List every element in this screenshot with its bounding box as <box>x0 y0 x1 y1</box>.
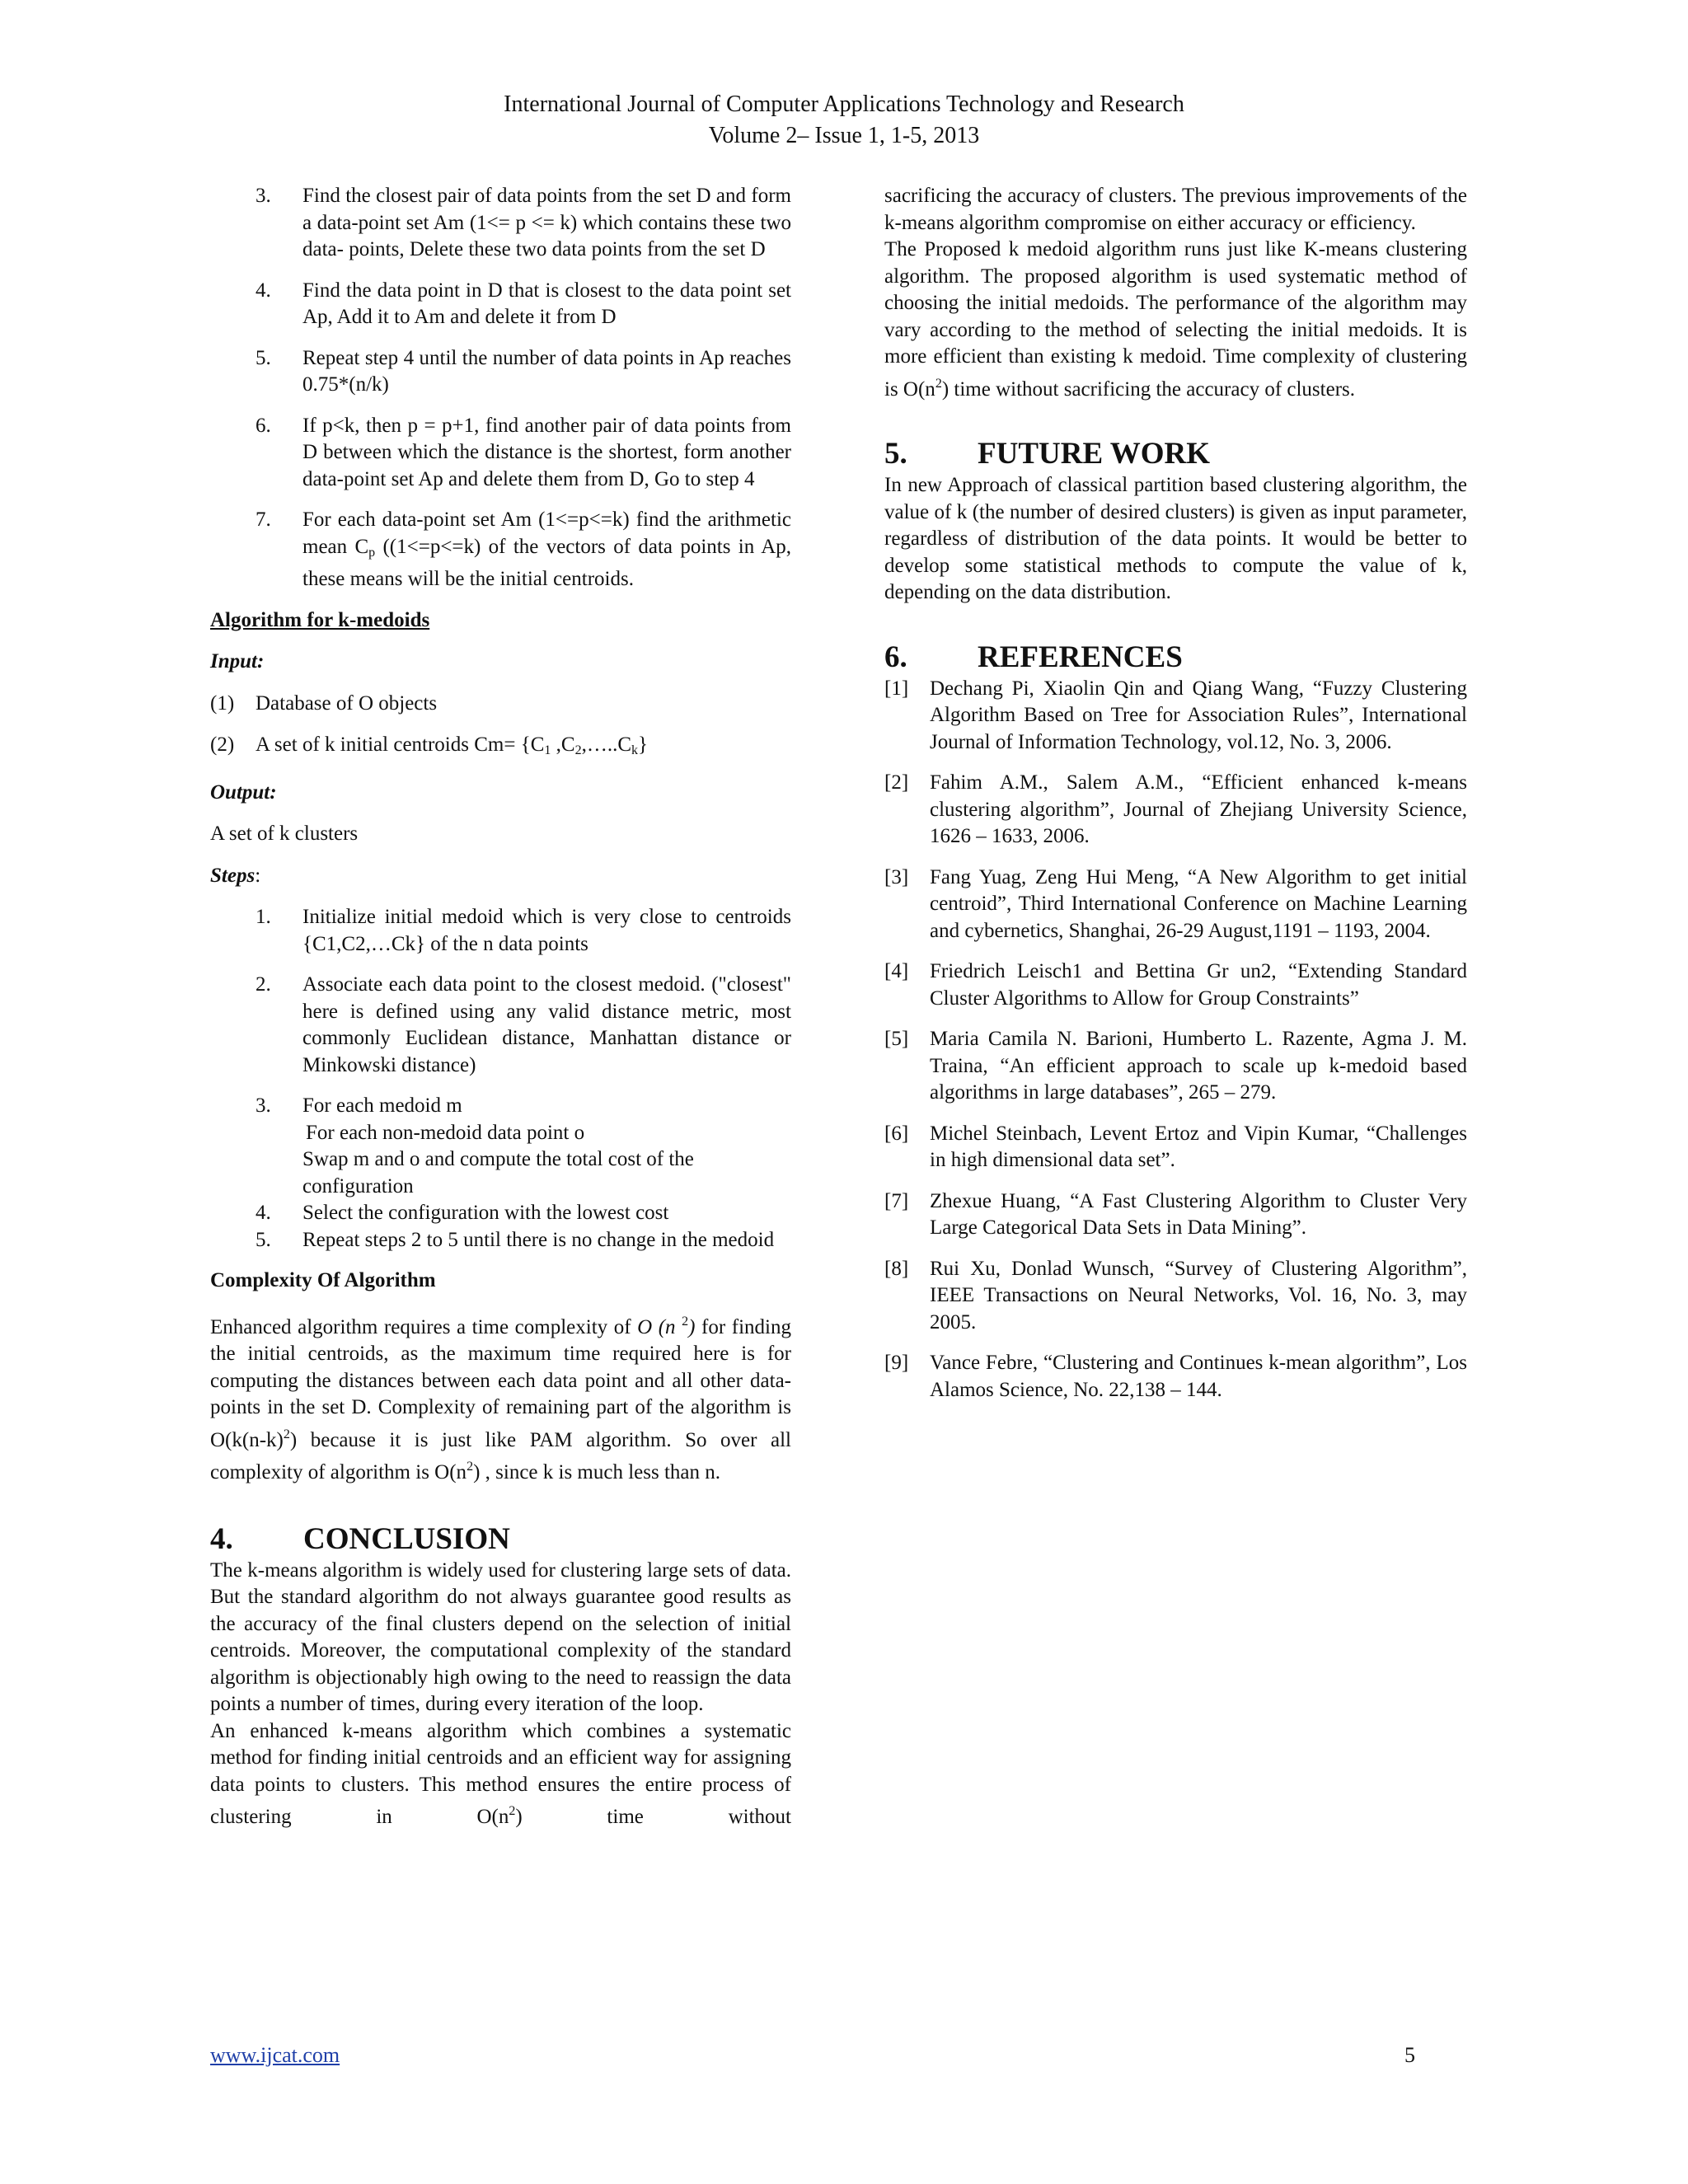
conclusion-paragraph-2 <box>210 1718 791 1831</box>
reference-text: Maria Camila N. Barioni, Humberto L. Razente, Agma J. M. Traina, “An efficient approach to scale up k-medoid based algorithms in large databases”, 265 – 279. <box>930 1028 1467 1104</box>
text-run: The Proposed k medoid algorithm runs just like K-means clustering algorithm. The proposed algorithm is used systematic method of choosing the initial medoids. The performance of the algorithm may vary according to the method of selecting the initial medoids. It is more efficient than existing k medoid. Time complexity of clustering is O(n <box>884 238 1467 401</box>
list-item <box>210 1200 791 1227</box>
step-number: 5. <box>256 346 271 369</box>
subscript: p <box>368 545 376 560</box>
reference-number: [2] <box>884 771 909 794</box>
text-run: for finding the initial centroids, as the maximum time required here is for computing the distances between each data point and all other data-points in the set D. Complexity of remaining part of the algorithm is O(k(n-k) <box>210 1315 791 1451</box>
section-title: FUTURE WORK <box>978 437 1210 471</box>
item-text: A set of k initial centroids Cm= {C <box>256 733 545 756</box>
output-label: Output: <box>210 780 277 804</box>
step-text: Find the closest pair of data points from the set D and form a data-point set Am (1<= p <= k) which contains these two data- points, Delete these two data points from the set D <box>302 185 791 260</box>
output-text: A set of k clusters <box>210 823 359 845</box>
algorithm-title: Algorithm for k-medoids <box>210 608 430 631</box>
reference-item <box>884 1121 1467 1174</box>
item-text: ,…..C <box>581 733 632 756</box>
step-number: 7. <box>256 509 271 531</box>
text-run: ) because it is just like PAM algorithm. So over all complexity of algorithm is O(n <box>210 1428 791 1483</box>
reference-number: [3] <box>884 865 909 888</box>
superscript: 2 <box>682 1314 689 1329</box>
reference-text: Fahim A.M., Salem A.M., “Efficient enhanced k-means clustering algorithm”, Journal of Zhejiang University Science, 1626 – 1633, 2006. <box>930 771 1467 847</box>
section-title: REFERENCES <box>978 640 1183 674</box>
reference-item <box>884 865 1467 945</box>
text-run: Enhanced algorithm requires a time complexity of <box>210 1315 638 1338</box>
list-item <box>210 507 791 593</box>
list-item <box>210 345 791 399</box>
reference-text: Dechang Pi, Xiaolin Qin and Qiang Wang, “Fuzzy Clustering Algorithm Based on Tree for Association Rules”, International Journal of Information Technology, vol.12, No. 3, 2006. <box>930 677 1467 753</box>
list-item <box>210 1227 791 1254</box>
complexity-title: Complexity Of Algorithm <box>210 1269 436 1291</box>
text-run: O (n <box>637 1315 682 1338</box>
list-item <box>210 413 791 494</box>
list-item <box>210 972 791 1079</box>
medoid-steps-list <box>210 904 791 1254</box>
step-text: For each non-medoid data point o <box>306 1121 585 1144</box>
list-item <box>210 691 791 718</box>
references-list <box>884 676 1467 1404</box>
reference-text: Vance Febre, “Clustering and Continues k-mean algorithm”, Los Alamos Science, No. 22,138 – 144. <box>930 1352 1467 1401</box>
subscript: 1 <box>544 743 551 757</box>
step-number: 6. <box>256 414 271 437</box>
step-text: Find the data point in D that is closest to the data point set Ap, Add it to Am and delete it from D <box>302 279 791 328</box>
continued-paragraph-1: sacrificing the accuracy of clusters. The previous improvements of the k-means algorithm compromise on either accuracy or efficiency. <box>884 185 1467 234</box>
superscript: 2 <box>509 1804 516 1818</box>
left-column <box>210 183 791 1831</box>
continued-paragraph-2 <box>884 237 1467 403</box>
superscript: 2 <box>467 1460 474 1474</box>
section-title: CONCLUSION <box>303 1521 510 1556</box>
step-text: Initialize initial medoid which is very close to centroids {C1,C2,…Ck} of the n data points <box>302 906 791 955</box>
volume-info: Volume 2– Issue 1, 1-5, 2013 <box>708 123 980 148</box>
reference-item <box>884 676 1467 757</box>
item-text: } <box>638 733 649 756</box>
reference-number: [5] <box>884 1028 909 1050</box>
reference-item <box>884 1026 1467 1107</box>
steps-label: Steps <box>210 864 256 887</box>
reference-item <box>884 1256 1467 1337</box>
reference-text: Rui Xu, Donlad Wunsch, “Survey of Clustering Algorithm”, IEEE Transactions on Neural Networks, Vol. 16, No. 3, may 2005. <box>930 1257 1467 1333</box>
reference-text: Michel Steinbach, Levent Ertoz and Vipin Kumar, “Challenges in high dimensional data set”. <box>930 1122 1467 1171</box>
step-text: Repeat step 4 until the number of data points in Ap reaches 0.75*(n/k) <box>302 346 791 396</box>
step-text: For each medoid m <box>302 1094 462 1117</box>
reference-number: [8] <box>884 1257 909 1280</box>
superscript: 2 <box>283 1427 290 1441</box>
step-number: 4. <box>256 279 271 302</box>
item-number: (2) <box>210 733 235 756</box>
text-run: ) time without sacrificing the accuracy of clusters. <box>941 377 1356 401</box>
conclusion-paragraph-1: The k-means algorithm is widely used for clustering large sets of data. But the standard algorithm do not always guarantee good results as the accuracy of the final clusters depend on the selection of initial centroids. Moreover, the computational complexity of the standard algorithm is objectionably high owing to the need to reassign the data points a number of times, during every iteration of the loop. <box>210 1558 791 1715</box>
step-number: 4. <box>256 1202 271 1224</box>
text-run: ) <box>688 1315 696 1338</box>
reference-number: [6] <box>884 1122 909 1145</box>
reference-number: [1] <box>884 677 909 700</box>
reference-item <box>884 1350 1467 1404</box>
list-item <box>210 732 791 765</box>
steps-heading <box>210 863 791 890</box>
step-text: Associate each data point to the closest medoid. ("closest" here is defined using any valid distance metric, most commonly Euclidean distance, Manhattan distance or Minkowski distance) <box>302 973 791 1076</box>
reference-item <box>884 1188 1467 1242</box>
page-number: 5 <box>1404 2043 1415 2067</box>
input-label: Input: <box>210 650 265 673</box>
reference-number: [7] <box>884 1189 909 1212</box>
item-text: Database of O objects <box>256 691 438 715</box>
section-number: 4. <box>210 1521 233 1556</box>
step-number: 3. <box>256 185 271 207</box>
step-text: Swap m and o and compute the total cost of the configuration <box>302 1148 694 1197</box>
list-item <box>210 278 791 331</box>
text-run: ) time without <box>515 1806 791 1828</box>
complexity-paragraph <box>210 1309 791 1487</box>
references-heading <box>884 640 1467 676</box>
steps-colon: : <box>255 864 261 887</box>
step-text: If p<k, then p = p+1, find another pair of data points from D between which the distance is the shortest, form another data-point set Ap and delete them from D, Go to step 4 <box>302 414 791 490</box>
future-work-paragraph: In new Approach of classical partition based clustering algorithm, the value of k (the number of desired clusters) is given as input parameter, regardless of distribution of the data points. It would be better to develop some statistical methods to compute the value of k, depending on the data distribution. <box>884 474 1467 603</box>
section-number: 6. <box>884 640 907 674</box>
conclusion-heading <box>210 1521 791 1558</box>
journal-website-link[interactable]: www.ijcat.com <box>210 2043 340 2067</box>
text-run: An enhanced k-means algorithm which combines a systematic method for finding initial centroids and an efficient way for assigning data points to clusters. This method ensures the entire process of clustering in O(n <box>210 1719 791 1828</box>
step-number: 3. <box>256 1094 271 1117</box>
reference-item <box>884 770 1467 851</box>
step-number: 1. <box>256 906 271 928</box>
reference-text: Fang Yuag, Zeng Hui Meng, “A New Algorithm to get initial centroid”, Third International Conference on Machine Learning and cybernetics, Shanghai, 26-29 August,1191 – 1193, 2004. <box>930 865 1467 942</box>
reference-number: [4] <box>884 960 909 982</box>
list-item <box>210 904 791 958</box>
step-text: For each data-point set Am (1<=p<=k) find the arithmetic mean C <box>302 509 791 558</box>
journal-title: International Journal of Computer Applications Technology and Research <box>504 91 1184 117</box>
item-text: ,C <box>551 733 575 756</box>
section-number: 5. <box>884 437 907 471</box>
input-list <box>210 691 791 765</box>
text-run: ) , since k is much less than n. <box>473 1461 721 1483</box>
subscript: k <box>631 743 639 757</box>
item-number: (1) <box>210 691 235 715</box>
step-number: 2. <box>256 973 271 996</box>
reference-text: Zhexue Huang, “A Fast Clustering Algorithm to Cluster Very Large Categorical Data Sets in Data Mining”. <box>930 1189 1467 1239</box>
future-work-heading <box>884 436 1467 472</box>
running-header <box>0 89 1688 152</box>
kmeans-steps-list <box>210 183 791 593</box>
step-text: Repeat steps 2 to 5 until there is no change in the medoid <box>302 1228 775 1251</box>
reference-item <box>884 958 1467 1012</box>
step-text: ((1<=p<=k) of the vectors of data points in Ap, these means will be the initial centroids. <box>302 535 791 590</box>
step-number: 5. <box>256 1228 271 1251</box>
right-column <box>884 183 1467 1404</box>
list-item <box>210 183 791 264</box>
subscript: 2 <box>574 743 582 757</box>
step-text: Select the configuration with the lowest cost <box>302 1202 669 1224</box>
reference-number: [9] <box>884 1352 909 1374</box>
list-item <box>210 1093 791 1200</box>
superscript: 2 <box>935 376 942 391</box>
reference-text: Friedrich Leisch1 and Bettina Gr un2, “Extending Standard Cluster Algorithms to Allow for Group Constraints” <box>930 960 1467 1010</box>
